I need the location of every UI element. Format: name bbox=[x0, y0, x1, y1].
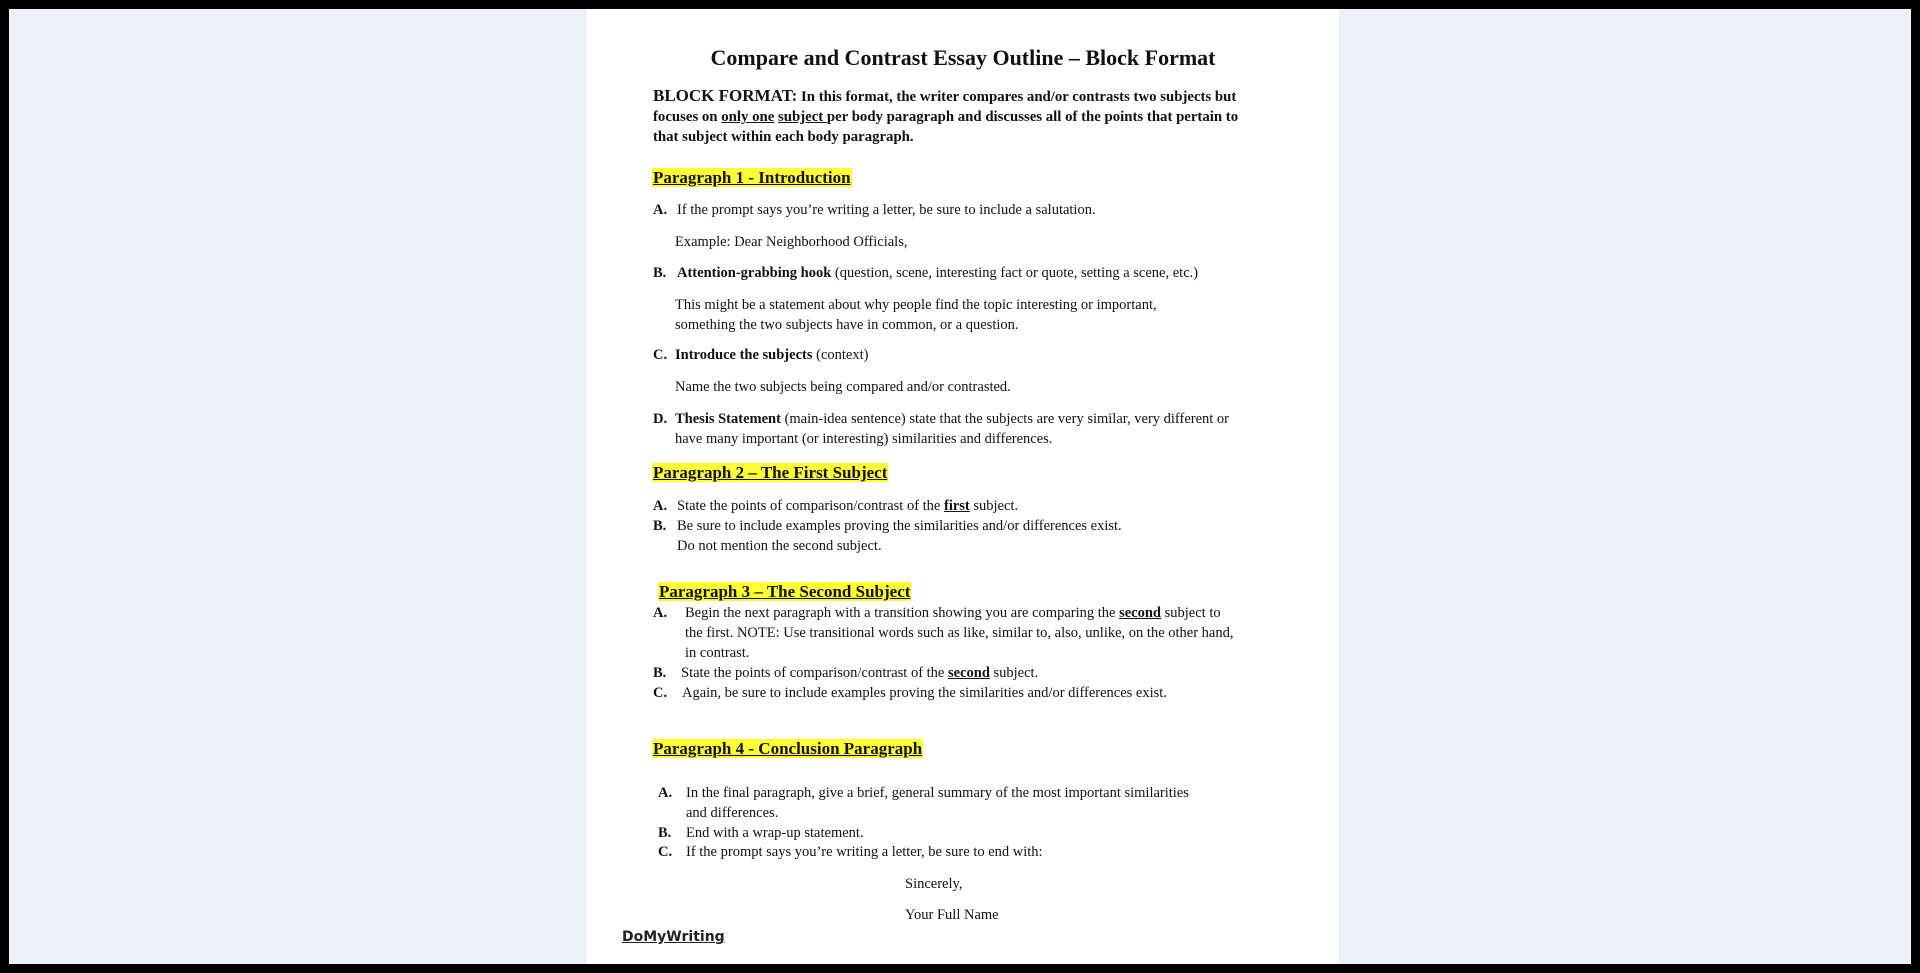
p2-b-label: B. bbox=[653, 518, 667, 534]
p3-a-line-2: the first. NOTE: Use transitional words such as like, similar to, also, unlike, on the other hand, bbox=[685, 625, 1234, 641]
p3-a-pre: Begin the next paragraph with a transition showing you are comparing the bbox=[685, 605, 1120, 621]
intro-text-2: per body paragraph and discusses all of the points that pertain to that subject within each body paragraph. bbox=[653, 109, 1239, 145]
p1-b-desc-1: This might be a statement about why people find the topic interesting or important, bbox=[675, 297, 1157, 313]
p2-a-label: A. bbox=[653, 498, 668, 514]
intro-underline-subject: subject bbox=[777, 109, 827, 125]
p2-item-b bbox=[653, 518, 1122, 535]
p1-a-text: If the prompt says you’re writing a letter, be sure to include a salutation. bbox=[677, 202, 1096, 218]
intro-paragraph bbox=[653, 86, 1253, 147]
p3-heading bbox=[658, 582, 911, 602]
p3-b-label: B. bbox=[653, 665, 667, 681]
p2-heading bbox=[652, 463, 888, 483]
p1-b-desc-2: something the two subjects have in common, or a question. bbox=[675, 317, 1019, 333]
closing-signature: Your Full Name bbox=[905, 907, 999, 923]
p1-heading bbox=[652, 168, 852, 188]
p1-a-example: Example: Dear Neighborhood Officials, bbox=[675, 234, 908, 250]
p3-item-b bbox=[653, 665, 1038, 682]
p1-c-desc: Name the two subjects being compared and/or contrasted. bbox=[675, 379, 1011, 395]
p1-heading-text: Paragraph 1 - Introduction bbox=[653, 168, 851, 187]
p1-b-bold: Attention-grabbing hook bbox=[677, 265, 832, 281]
p4-a-text: In the final paragraph, give a brief, general summary of the most important similarities bbox=[686, 785, 1189, 801]
closing-sincerely: Sincerely, bbox=[905, 876, 963, 892]
p3-c-label: C. bbox=[653, 685, 668, 701]
p1-c-text: (context) bbox=[812, 347, 869, 363]
p2-a-emphasis: first bbox=[943, 498, 970, 514]
p2-item-a bbox=[653, 498, 1018, 515]
p1-d-text-2: have many important (or interesting) similarities and differences. bbox=[675, 431, 1053, 447]
p4-b-text: End with a wrap-up statement. bbox=[686, 825, 864, 841]
document-title: Compare and Contrast Essay Outline – Block Format bbox=[710, 45, 1216, 70]
p4-c-label: C. bbox=[658, 844, 673, 860]
p4-a-text-2: and differences. bbox=[686, 805, 779, 821]
p1-item-b bbox=[653, 265, 1198, 282]
p4-c-text: If the prompt says you’re writing a letter, be sure to end with: bbox=[686, 844, 1043, 860]
p3-heading-text: Paragraph 3 – The Second Subject bbox=[659, 582, 911, 601]
p1-item-d bbox=[653, 411, 1229, 428]
p1-item-c bbox=[653, 347, 868, 364]
document-viewer[interactable] bbox=[9, 9, 1911, 964]
p3-c-text: Again, be sure to include examples proving the similarities and/or differences exist. bbox=[682, 685, 1167, 701]
p4-heading-text: Paragraph 4 - Conclusion Paragraph bbox=[653, 739, 923, 758]
document-page bbox=[587, 9, 1339, 964]
p1-d-text: (main-idea sentence) state that the subjects are very similar, very different or bbox=[780, 411, 1230, 427]
p1-d-label: D. bbox=[653, 411, 668, 427]
intro-underline-only-one: only one bbox=[721, 109, 775, 125]
p3-a-post: subject to bbox=[1161, 605, 1221, 621]
p1-b-text: (question, scene, interesting fact or quote, setting a scene, etc.) bbox=[831, 265, 1199, 281]
p1-c-label: C. bbox=[653, 347, 668, 363]
p4-b-label: B. bbox=[658, 825, 672, 841]
p3-b-emphasis: second bbox=[947, 665, 990, 681]
p2-a-pre: State the points of comparison/contrast of the bbox=[677, 498, 944, 514]
p4-item-a bbox=[658, 785, 1189, 802]
p2-heading-text: Paragraph 2 – The First Subject bbox=[653, 463, 888, 482]
p2-b-text-2: Do not mention the second subject. bbox=[677, 538, 882, 554]
p1-b-label: B. bbox=[653, 265, 667, 281]
p1-d-bold: Thesis Statement bbox=[675, 411, 781, 427]
p4-a-label: A. bbox=[658, 785, 673, 801]
p4-heading bbox=[652, 739, 923, 759]
p4-item-c bbox=[658, 844, 1043, 861]
p3-a-line-3: in contrast. bbox=[685, 645, 750, 661]
p2-a-post: subject. bbox=[969, 498, 1019, 514]
brand-watermark-link[interactable]: DoMyWriting bbox=[622, 929, 725, 945]
p1-a-label: A. bbox=[653, 202, 668, 218]
intro-lead: BLOCK FORMAT: bbox=[653, 86, 798, 105]
p3-item-c bbox=[653, 685, 1167, 702]
p3-item-a bbox=[653, 605, 1221, 622]
p3-b-post: subject. bbox=[989, 665, 1039, 681]
p4-item-b bbox=[658, 825, 864, 842]
p3-a-emphasis: second bbox=[1119, 605, 1161, 621]
p2-b-text: Be sure to include examples proving the similarities and/or differences exist. bbox=[677, 518, 1122, 534]
intro-text-1: In this format, the writer compares and/or contrasts two subjects but focuses on bbox=[653, 89, 1237, 125]
p3-b-pre: State the points of comparison/contrast of the bbox=[681, 665, 948, 681]
p1-c-bold: Introduce the subjects bbox=[675, 347, 813, 363]
p3-a-label: A. bbox=[653, 605, 668, 621]
p1-item-a bbox=[653, 202, 1096, 219]
